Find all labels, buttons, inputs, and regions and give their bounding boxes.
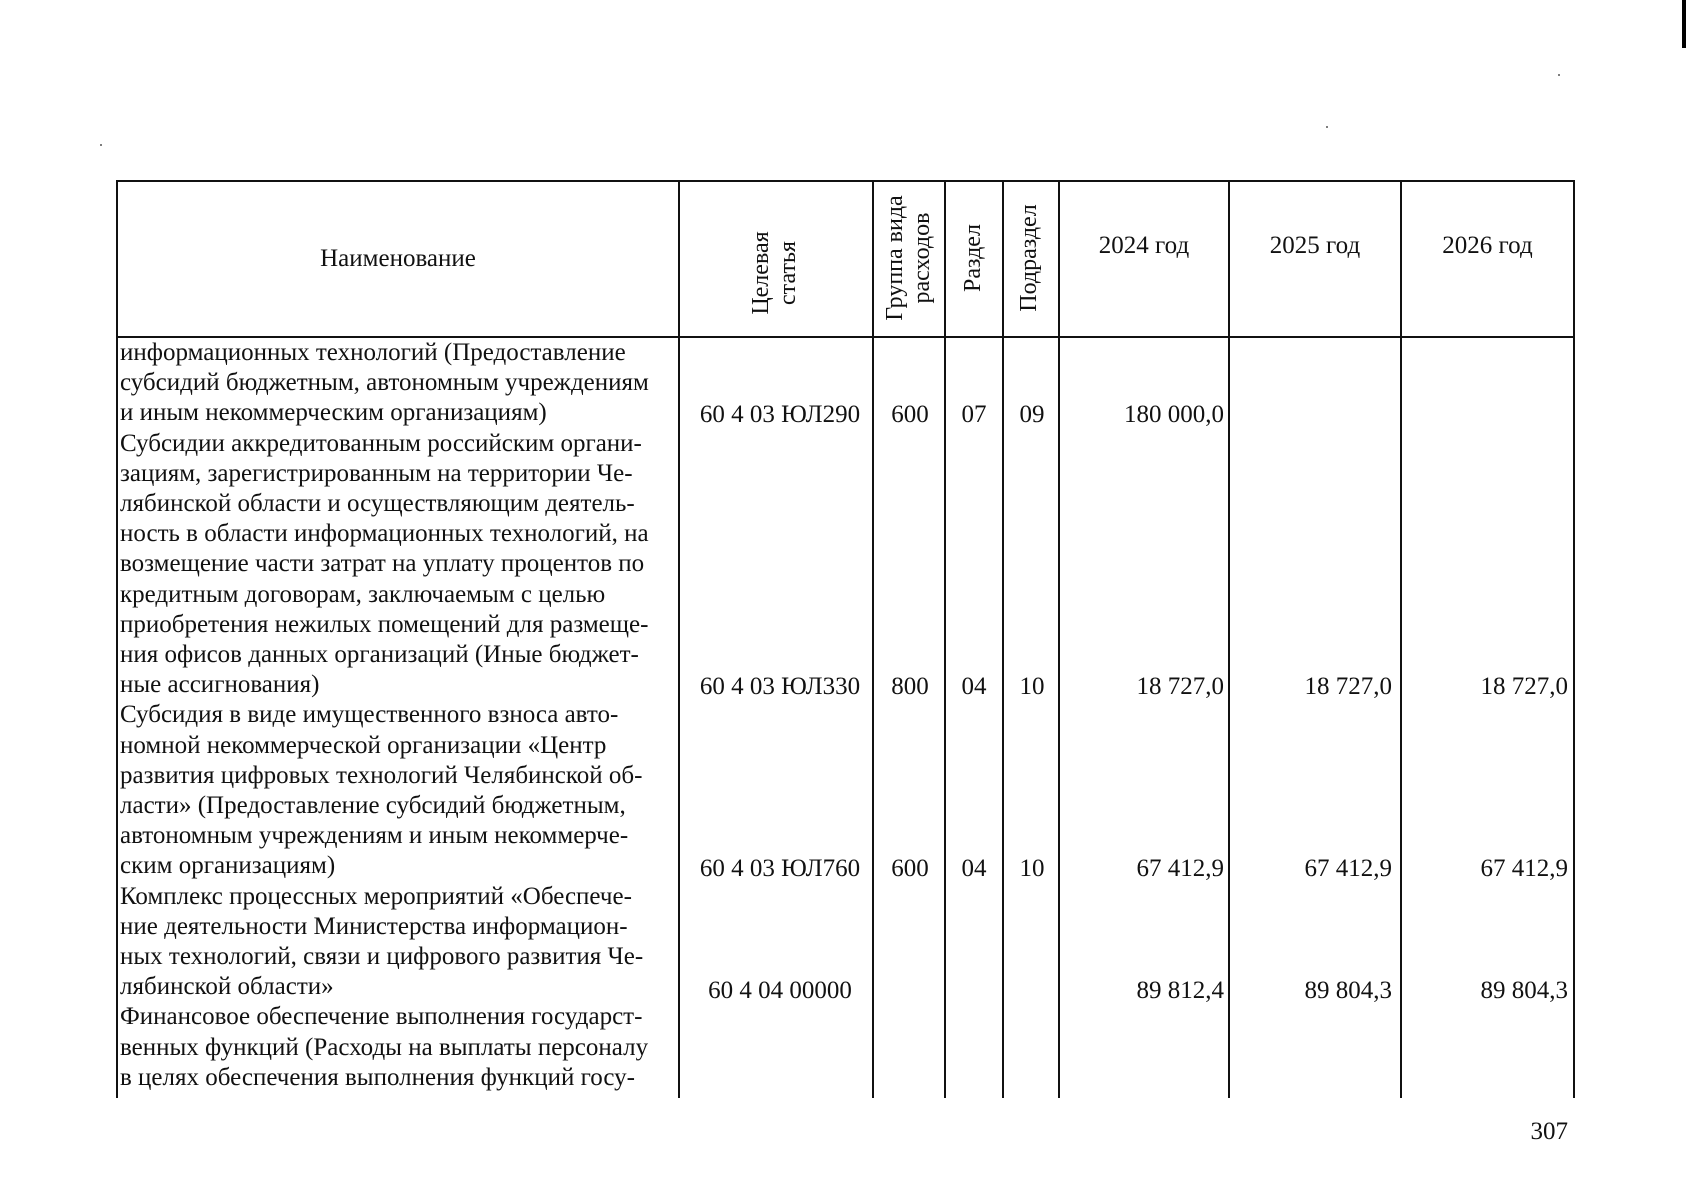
year-2025-cell: 89 804,3: [1304, 977, 1392, 1004]
name-line: лябинской области»: [120, 973, 334, 1001]
column-border: [1228, 180, 1230, 1098]
year-2026-cell: 89 804,3: [1480, 977, 1568, 1004]
name-line: ским организациям): [120, 852, 336, 880]
year-2025-cell: 67 412,9: [1304, 855, 1392, 882]
column-border: [872, 180, 874, 1098]
year-2024-cell: 18 727,0: [1136, 673, 1224, 700]
header-section: [960, 213, 988, 303]
expense-group-cell: 600: [891, 401, 929, 428]
header-target-article-line1: Целевая: [748, 231, 774, 315]
scan-speck: [100, 144, 102, 146]
header-2024-label: 2024 год: [1098, 232, 1190, 259]
year-2024-cell: 180 000,0: [1124, 401, 1224, 428]
section-cell: 04: [961, 673, 987, 700]
name-line: приобретения нежилых помещений для размеще-: [120, 610, 649, 638]
table-row-name: [120, 1002, 676, 1093]
name-line: зациям, зарегистрированным на территории Че-: [120, 459, 633, 487]
name-line: лябинской области и осуществляющим деятель-: [120, 490, 635, 518]
name-line: ния офисов данных организаций (Иные бюджет-: [120, 641, 639, 669]
year-2024-cell: 89 812,4: [1136, 977, 1224, 1004]
name-line: ных технологий, связи и цифрового развития Че-: [120, 943, 644, 971]
header-2024: [1060, 232, 1228, 260]
column-border: [1400, 180, 1402, 1098]
name-line: Субсидия в виде имущественного взноса авто-: [120, 701, 619, 729]
target-article-cell: 60 4 03 ЮЛ330: [699, 673, 861, 700]
expense-group-cell: 600: [891, 855, 929, 882]
year-2025-cell: 18 727,0: [1304, 673, 1392, 700]
header-target-article: [748, 213, 802, 333]
table-row-name: [120, 429, 676, 701]
column-border: [678, 180, 680, 1098]
name-line: Субсидии аккредитованным российским органи-: [120, 429, 642, 457]
header-expense-group-line2: расходов: [909, 212, 935, 304]
name-line: возмещение части затрат на уплату процентов по: [120, 550, 645, 578]
year-2026-cell: 67 412,9: [1480, 855, 1568, 882]
table-row-name: [120, 700, 676, 881]
section-cell: 07: [961, 401, 987, 428]
header-expense-group-line1: Группа вида: [882, 195, 908, 321]
column-border: [1058, 180, 1060, 1098]
table-row-name: [120, 338, 676, 429]
header-2025-label: 2025 год: [1269, 232, 1361, 259]
name-line: ние деятельности Министерства информацион-: [120, 912, 628, 940]
name-line: Комплекс процессных мероприятий «Обеспече-: [120, 882, 632, 910]
header-2025: [1230, 232, 1400, 260]
header-target-article-line2: статья: [775, 241, 801, 305]
target-article-cell: 60 4 03 ЮЛ290: [699, 401, 861, 428]
name-line: ность в области информационных технологий, на: [120, 520, 649, 548]
expense-group-cell: 800: [891, 673, 929, 700]
header-subsection: [1016, 198, 1044, 318]
header-subsection-label: Подраздел: [1016, 204, 1042, 312]
column-border: [1002, 180, 1004, 1098]
scan-edge-mark: [1682, 0, 1686, 48]
name-line: номной некоммерческой организации «Центр: [120, 731, 607, 759]
header-name: [118, 182, 678, 336]
name-line: ные ассигнования): [120, 671, 320, 699]
name-line: Финансовое обеспечение выполнения государст-: [120, 1003, 643, 1031]
name-line: и иным некоммерческим организациям): [120, 399, 547, 427]
name-line: автономным учреждениям и иным некоммерче-: [120, 822, 629, 850]
name-line: информационных технологий (Предоставление: [120, 339, 626, 366]
year-2024-cell: 67 412,9: [1136, 855, 1224, 882]
scan-speck: [1558, 74, 1560, 76]
subsection-cell: 10: [1019, 855, 1045, 882]
name-column: [120, 338, 676, 1093]
table-row-name: [120, 882, 676, 1003]
name-line: венных функций (Расходы на выплаты персоналу: [120, 1033, 649, 1061]
header-2026: [1402, 232, 1573, 260]
subsection-cell: 10: [1019, 673, 1045, 700]
column-border: [1573, 180, 1575, 1098]
section-cell: 04: [961, 855, 987, 882]
header-2026-label: 2026 год: [1442, 232, 1533, 259]
page-number: 307: [1530, 1118, 1568, 1145]
name-line: в целях обеспечения выполнения функций госу-: [120, 1063, 635, 1091]
subsection-cell: 09: [1019, 401, 1045, 428]
scan-speck: [1326, 126, 1328, 128]
target-article-cell: 60 4 03 ЮЛ760: [699, 855, 861, 882]
name-line: кредитным договорам, заключаемым с целью: [120, 580, 606, 608]
name-line: субсидий бюджетным, автономным учреждениям: [120, 369, 649, 397]
header-expense-group: [882, 185, 936, 331]
column-border: [944, 180, 946, 1098]
name-line: развития цифровых технологий Челябинской об-: [120, 761, 643, 789]
header-section-label: Раздел: [960, 224, 986, 292]
year-2026-cell: 18 727,0: [1480, 673, 1568, 700]
header-name-label: Наименование: [320, 245, 476, 272]
target-article-cell: 60 4 04 00000: [708, 977, 852, 1004]
name-line: ласти» (Предоставление субсидий бюджетным,: [120, 792, 626, 820]
